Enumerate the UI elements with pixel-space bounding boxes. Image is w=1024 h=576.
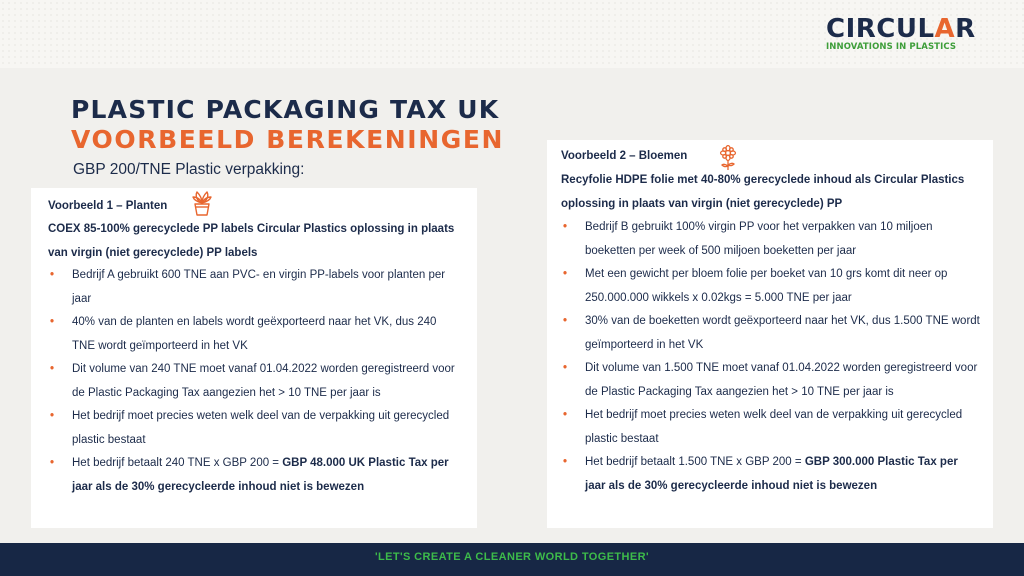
list-item: • Het bedrijf moet precies weten welk deel van de verpakking uit gerecycled plastic bestaat — [50, 410, 450, 446]
page-title: PLASTIC PACKAGING TAX UK — [71, 95, 500, 124]
footer-slogan: 'LET'S CREATE A CLEANER WORLD TOGETHER' — [374, 551, 649, 563]
list-item: • Het bedrijf betaalt 240 TNE x GBP 200 = GBP 48.000 UK Plastic Tax per jaar als de 30% gerecycleerde inhoud niet is bewezen — [50, 457, 449, 493]
example-1-card — [31, 188, 477, 528]
example-2-card — [547, 140, 993, 528]
list-item: • Bedrijf A gebruikt 600 TNE aan PVC- en virgin PP-labels voor planten per jaar — [50, 269, 446, 305]
logo-tagline: INNOVATIONS IN PLASTICS — [826, 42, 957, 52]
list-item: • 40% van de planten en labels wordt geëxporteerd naar het VK, dus 240 TNE wordt geïmporteerd in het VK — [50, 316, 437, 352]
list-item: • Dit volume van 1.500 TNE moet vanaf 01.04.2022 worden geregistreerd voor de Plastic Packaging Tax aangezien het > 10 TNE per jaar is — [563, 362, 978, 398]
example-1-intro: COEX 85-100% gerecyclede PP labels Circular Plastics oplossing in plaats van virgin (niet gerecyclede) PP labels — [48, 223, 455, 259]
footer-bar — [0, 543, 1024, 576]
list-item: • 30% van de boeketten wordt geëxporteerd naar het VK, dus 1.500 TNE wordt geïmporteerd in het VK — [563, 315, 980, 351]
tax-amount-highlight: GBP 48.000 UK Plastic Tax per jaar als de 30% gerecycleerde inhoud niet is bewezen — [72, 457, 449, 493]
circular-logo — [826, 14, 1001, 54]
logo-wordmark: CIRCULAR — [826, 14, 976, 44]
tax-rate-label: GBP 200/TNE Plastic verpakking: — [73, 161, 305, 178]
tax-amount-highlight: GBP 300.000 Plastic Tax per jaar als de 30% gerecycleerde inhoud niet is bewezen — [585, 456, 958, 492]
example-1-heading: Voorbeeld 1 – Planten — [48, 200, 168, 212]
list-item: • Het bedrijf betaalt 1.500 TNE x GBP 200 = GBP 300.000 Plastic Tax per jaar als de 30% gerecycleerde inhoud niet is bewezen — [563, 456, 958, 492]
list-item: • Bedrijf B gebruikt 100% virgin PP voor het verpakken van 10 miljoen boeketten per week of 500 miljoen boeketten per jaar — [563, 221, 933, 257]
page-subtitle: VOORBEELD BEREKENINGEN — [71, 125, 505, 154]
list-item: • Het bedrijf moet precies weten welk deel van de verpakking uit gerecycled plastic bestaat — [563, 409, 963, 445]
list-item: • Met een gewicht per bloem folie per boeket van 10 grs komt dit neer op 250.000.000 wikkels x 0.02kgs = 5.000 TNE per jaar — [563, 268, 948, 304]
recycle-triangle-icon: A — [934, 14, 956, 44]
example-1-bullet-list — [48, 264, 460, 499]
potted-plant-icon — [191, 190, 213, 216]
list-item: • Dit volume van 240 TNE moet vanaf 01.04.2022 worden geregistreerd voor de Plastic Packaging Tax aangezien het > 10 TNE per jaar is — [50, 363, 455, 399]
example-2-bullet-list — [561, 216, 981, 498]
example-2-heading: Voorbeeld 2 – Bloemen — [561, 150, 688, 162]
example-2-intro: Recyfolie HDPE folie met 40-80% gerecyclede inhoud als Circular Plastics oplossing in plaats van virgin (niet gerecyclede) PP — [561, 174, 965, 210]
